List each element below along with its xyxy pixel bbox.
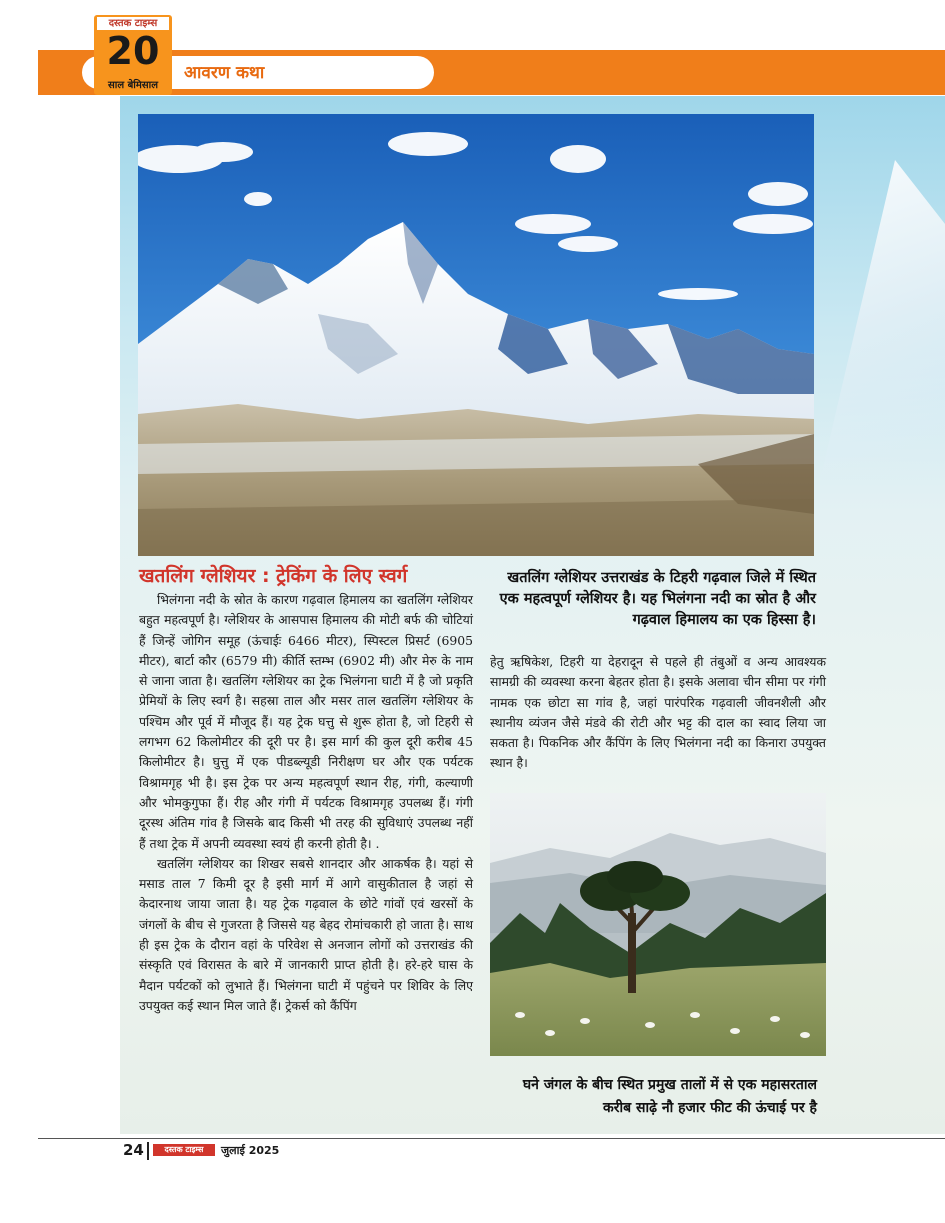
article-headline: खतलिंग ग्लेशियर : ट्रेकिंग के लिए स्वर्ग [139, 565, 408, 587]
section-label: आवरण कथा [184, 63, 265, 83]
text-column-2 [490, 652, 826, 774]
badge-number: 20 [106, 29, 160, 73]
footer-separator [147, 1142, 149, 1160]
footer-brand-logo: दस्तक टाइम्स [153, 1144, 215, 1156]
forest-photo [490, 793, 826, 1056]
paragraph: हेतु ऋषिकेश, टिहरी या देहरादून से पहले ही तंबुओं व अन्य आवश्यक सामग्री की व्यवस्था करना बेहतर होता है। इसके अलावा चीन सीमा पर गंगी नामक एक छोटा सा गांव है, जहां पारंपरिक गढ़वाली जीवनशैली और स्थानीय व्यंजन जैसे मंडवे की रोटी और भट्ट की दाल का स्वाद लिया जा सकता है। पिकनिक और कैंपिंग के लिए भिलंगना नदी का किनारा उपयुक्त स्थान है। [490, 654, 826, 771]
page-number: 24 [123, 1141, 144, 1159]
forest-photo-caption: घने जंगल के बीच स्थित प्रमुख तालों में से एक महासरताल करीब साढ़े नौ हजार फीट की ऊंचाई पर है [522, 1077, 817, 1116]
main-photo [138, 114, 814, 556]
anniversary-badge [94, 15, 172, 95]
main-photo-caption: खतलिंग ग्लेशियर उत्तराखंड के टिहरी गढ़वाल जिले में स्थित एक महत्वपूर्ण ग्लेशियर है। यह भिलंगना नदी का स्रोत है और गढ़वाल हिमालय का एक हिस्सा है। [499, 570, 816, 628]
badge-subtitle: साल बेमिसाल [107, 80, 159, 91]
text-column-1 [139, 590, 473, 1016]
footer-rule [38, 1138, 945, 1139]
paragraph: खतलिंग ग्लेशियर का शिखर सबसे शानदार और आकर्षक है। यहां से मसाड ताल 7 किमी दूर है इसी मार्ग में आगे वासुकीताल है जहां से केदारनाथ जाया जाता है। यह ट्रेक गढ़वाल के छोटे गांवों एवं खरसों के जंगलों के बीच से गुजरता है जिससे यह बेहद रोमांचकारी हो जाता है। साथ ही इस ट्रेक के दौरान वहां के परिवेश से अनजान लोगों को उत्तराखंड की संस्कृति एवं विरासत के बारे में जानकारी प्राप्त होती है। हरे-हरे घास के मैदान पर्यटकों को लुभाते हैं। भिलंगना घाटी में पहुंचने पर शिविर के लिए उपयुक्त कई स्थान मिल जाते हैं। ट्रेकर्स को कैंपिंग [139, 855, 473, 1013]
paragraph: भिलंगना नदी के स्रोत के कारण गढ़वाल हिमालय का खतलिंग ग्लेशियर बहुत महत्वपूर्ण है। ग्लेशियर के आसपास हिमालय की मोटी बर्फ की चोटियां हैं जिन्हें जोगिन समूह (ऊंचाईः 6466 मीटर), स्पिस्टल प्रिसर्ट (6905 मीटर), बार्टा कौर (6579 मी) कीर्ति स्तम्भ (6902 मी) और मेरु के नाम से जाना जाता है। खतलिंग ग्लेशियर का ट्रेक भिलंगना घाटी में है जो प्रकृति प्रेमियों के लिए स्वर्ग है। सहस्रा ताल और मसर ताल खतलिंग ग्लेशियर के पश्चिम और पूर्व में मौजूद हैं। यह ट्रेक घत्तु से शुरू होता है, जो टिहरी से लगभग 62 किलोमीटर की दूरी पर है। इस मार्ग की कुल दूरी करीब 45 किलोमीटर है। घुत्तु में एक पीडब्ल्यूडी निरीक्षण घर और एक पर्यटक विश्रामगृह भी है। इस ट्रेक पर अन्य महत्वपूर्ण स्थान रीह, गंगी, कल्याणी और भोमकुगुफा हैं। रीह और गंगी में पर्यटक विश्रामगृह उपलब्ध हैं। गंगी दूरस्थ अंतिम गांव है जिसके बाद किसी भी तरह की सुविधाएं उपलब्ध नहीं हैं तथा ट्रेक में अपनी व्यवस्था स्वयं ही करनी होती है। . [139, 592, 473, 851]
issue-date: जुलाई 2025 [221, 1144, 280, 1157]
badge-brand: दस्तक टाइम्स [97, 17, 169, 30]
